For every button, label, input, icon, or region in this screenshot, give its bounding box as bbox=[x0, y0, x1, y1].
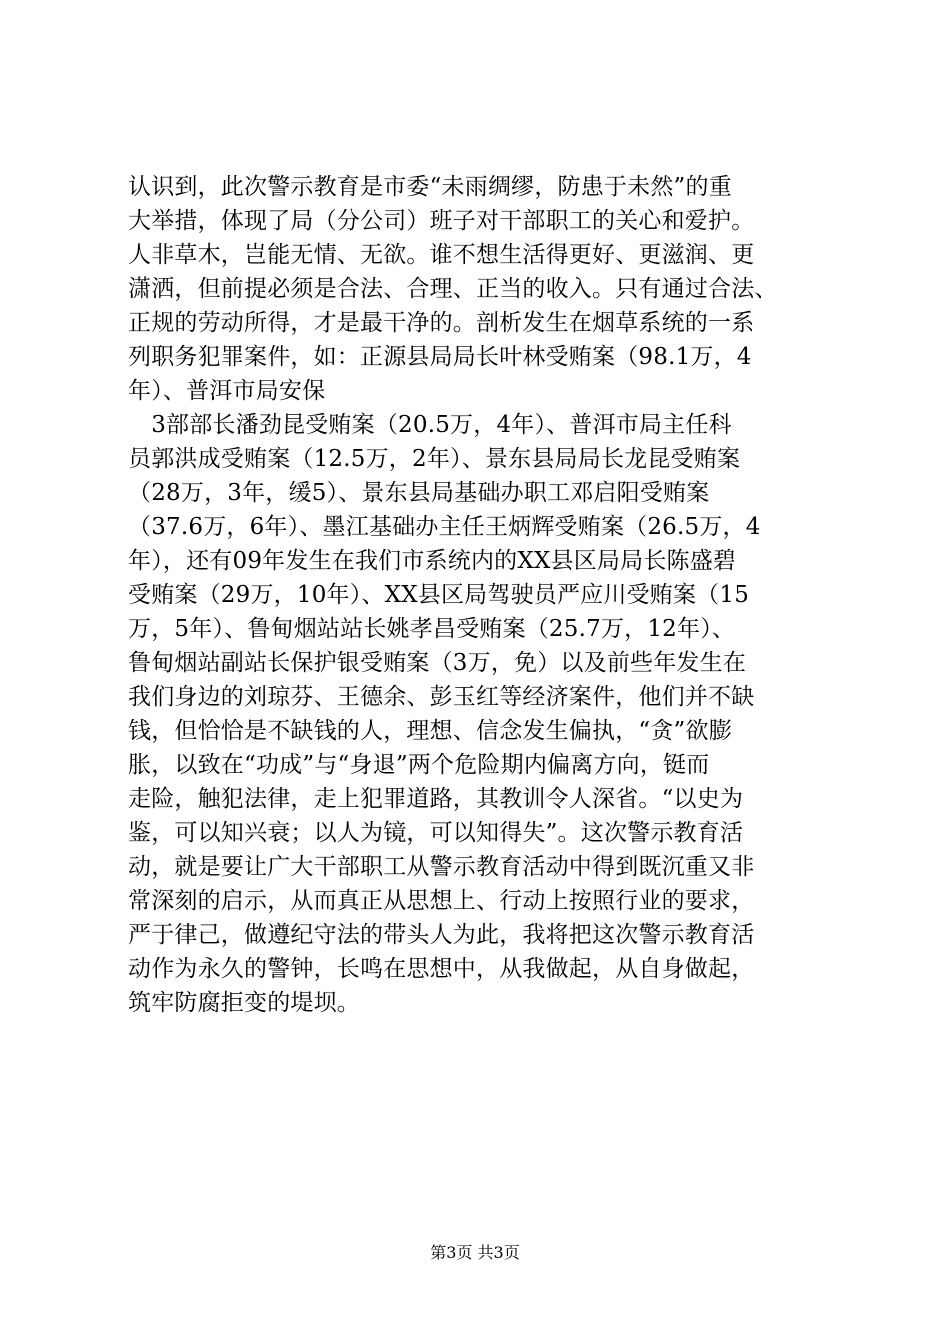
text-line: 钱，但恰恰是不缺钱的人，理想、信念发生偏执，“贪”欲膨 bbox=[128, 718, 732, 744]
text-line: 我们身边的刘琼芬、王德余、彭玉红等经济案件，他们并不缺 bbox=[128, 684, 755, 710]
text-line: 正规的劳动所得，才是最干净的。剖析发生在烟草系统的一系 bbox=[128, 310, 755, 336]
text-line: 鉴，可以知兴衰；以人为镜，可以知得失”。这次警示教育活 bbox=[128, 820, 744, 846]
text-line: 动，就是要让广大干部职工从警示教育活动中得到既沉重又非 bbox=[128, 854, 755, 880]
text-line: 潇洒，但前提必须是合法、合理、正当的收入。只有通过合法、 bbox=[128, 276, 778, 302]
text-line: 列职务犯罪案件，如：正源县局局长叶林受贿案（98.1万，4 bbox=[128, 344, 752, 370]
text-line: 胀，以致在“功成”与“身退”两个危险期内偏离方向，铤而 bbox=[128, 752, 710, 778]
text-line: 走险，触犯法律，走上犯罪道路，其教训令人深省。“以史为 bbox=[128, 786, 744, 812]
text-line: 受贿案（29万，10年）、XX县区局驾驶员严应川受贿案（15 bbox=[128, 582, 750, 608]
text-line: 人非草木，岂能无情、无欲。谁不想生活得更好、更滋润、更 bbox=[128, 242, 755, 268]
text-line: 3部部长潘劲昆受贿案（20.5万，4年）、普洱市局主任科 bbox=[128, 412, 732, 438]
page-footer bbox=[0, 1242, 950, 1264]
page-number-label: 第3页 共3页 bbox=[430, 1243, 520, 1262]
text-line: （28万，3年，缓5）、景东县局基础办职工邓启阳受贿案 bbox=[128, 480, 710, 506]
text-line: 筑牢防腐拒变的堤坝。 bbox=[128, 990, 360, 1016]
text-line: 常深刻的启示，从而真正从思想上、行动上按照行业的要求， bbox=[128, 888, 755, 914]
text-line: 年）、普洱市局安保 bbox=[128, 378, 326, 404]
text-line: 万，5年）、鲁甸烟站站长姚孝昌受贿案（25.7万，12年）、 bbox=[128, 616, 736, 642]
text-line: 大举措，体现了局（分公司）班子对干部职工的关心和爱护。 bbox=[128, 208, 755, 234]
text-line: 动作为永久的警钟，长鸣在思想中，从我做起，从自身做起， bbox=[128, 956, 755, 982]
text-line: 员郭洪成受贿案（12.5万，2年）、景东县局局长龙昆受贿案 bbox=[128, 446, 741, 472]
text-line: 年），还有09年发生在我们市系统内的XX县区局局长陈盛碧 bbox=[128, 548, 737, 574]
text-line: 鲁甸烟站副站长保护银受贿案（3万，免）以及前些年发生在 bbox=[128, 650, 747, 676]
text-line: （37.6万，6年）、墨江基础办主任王炳辉受贿案（26.5万，4 bbox=[128, 514, 761, 540]
text-line: 认识到，此次警示教育是市委“未雨绸缪，防患于未然”的重 bbox=[128, 174, 732, 200]
text-line: 严于律己，做遵纪守法的带头人为此，我将把这次警示教育活 bbox=[128, 922, 755, 948]
body-text bbox=[128, 170, 848, 1020]
